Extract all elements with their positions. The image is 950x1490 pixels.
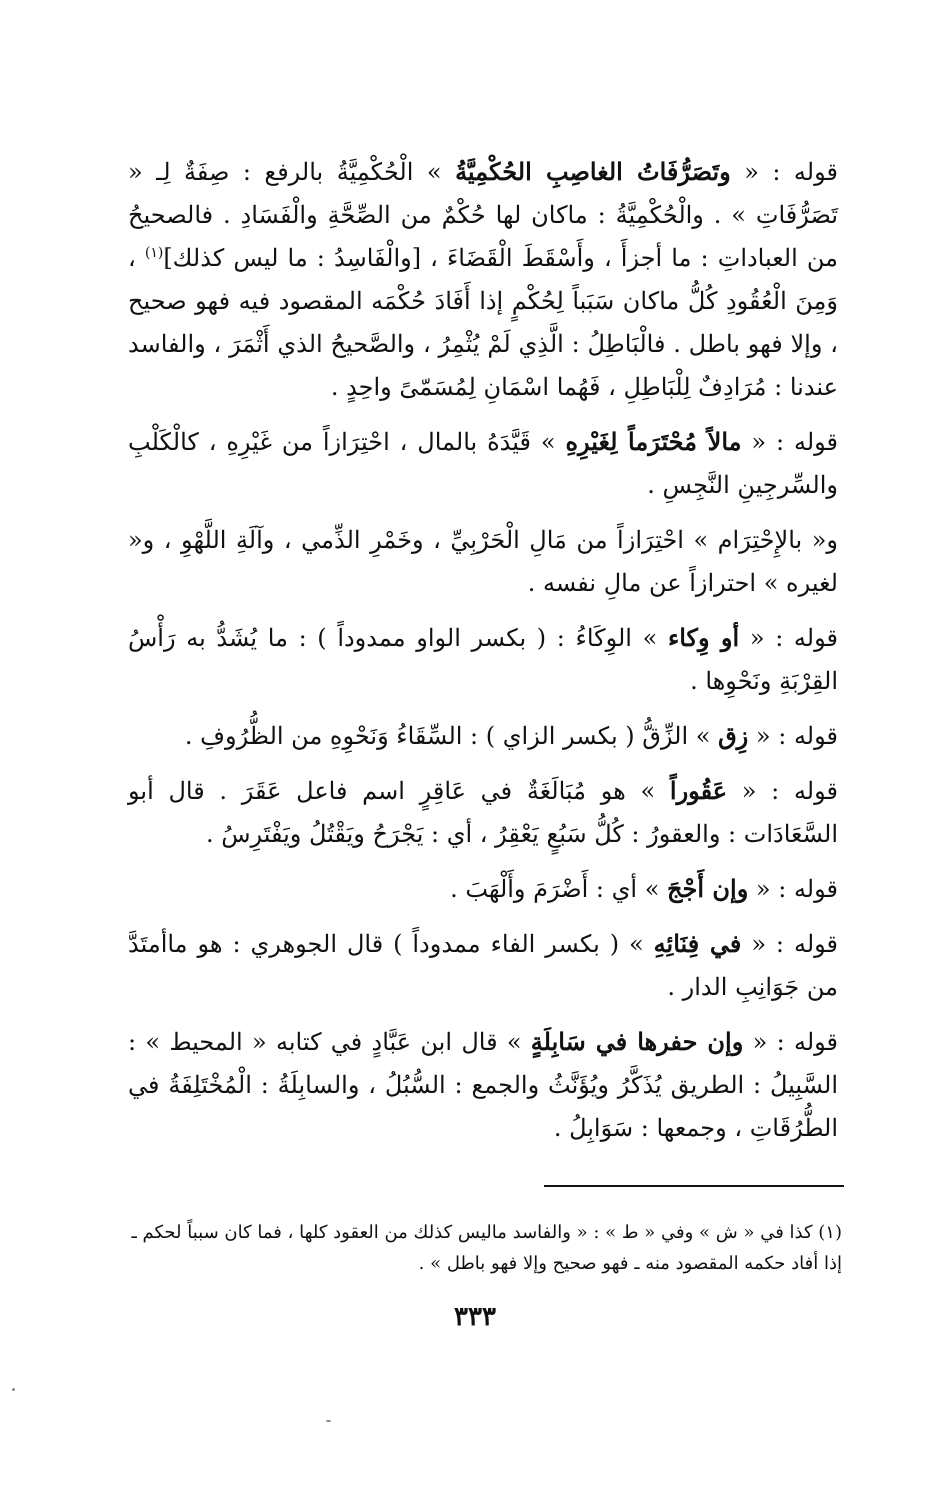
paragraph — [128, 420, 838, 507]
paragraph — [128, 769, 838, 856]
quoted-term: وإن أَجْجَ — [667, 874, 749, 903]
paragraph-text: » الزِّقُّ ( بكسر الزاي ) : السِّقَاءُ وَنَحْوِهِ من الظُّرُوفِ . — [184, 722, 719, 750]
paragraph-text: » الوِكَاءُ : ( بكسر الواو ممدوداً ) : ما يُشَدُّ به رَأْسُ القِرْبَةِ ونَحْوِها . — [128, 624, 838, 695]
quoted-term: وتَصَرُّفَاتُ الغاصِبِ الحُكْمِيَّةُ — [455, 157, 731, 186]
paragraph — [128, 922, 838, 1009]
paragraph — [128, 714, 838, 758]
main-text — [128, 150, 838, 1161]
quoted-term: أو وِكاء — [667, 623, 740, 652]
paragraph-lead: قوله : « — [748, 875, 838, 903]
paragraph-lead: قوله : « — [748, 722, 838, 750]
quoted-term: في فِنَائِهِ — [653, 929, 742, 958]
paragraph-text: » ( بكسر الفاء ممدوداً ) قال الجوهري : هو ماأمتَدَّ من جَوَانِبِ الدار . — [128, 930, 838, 1001]
paragraph-lead: قوله : « — [739, 624, 838, 652]
paragraph-lead: قوله : « — [730, 158, 838, 186]
paragraph-text: » أي : أَضْرَمَ وأَلْهَبَ . — [450, 875, 668, 903]
footnote-ref: (١) — [144, 245, 164, 261]
paragraph-lead: قوله : « — [743, 1028, 838, 1056]
paragraph-text: » هو مُبَالَغَةٌ في عَاقِرٍ اسم فاعل عَقَرَ . قال أبو السَّعَادَات : والعقورُ : كُلُّ سَبُعٍ يَعْقِرُ ، أي : يَجْرَحُ ويَقْتُلُ ويَفْتَرِسُ . — [128, 777, 838, 848]
paragraph-lead: قوله : « — [741, 930, 839, 958]
paragraph-text: » الْحُكْمِيَّةُ بالرفع : صِفَةٌ لِـ « تَصَرُّفَاتِ » . والْحُكْمِيَّةُ : ماكان لها حُكْمٌ من الصِّحَّةِ والْفَسَادِ . فالصحيحُ من العباداتِ : ما أجزأَ ، وأَسْقَطَ الْقَضَاءَ ، [والْفَاسِدُ : ما ليس كذلك] — [128, 158, 839, 272]
paragraph-text: » قَيَّدَهُ بالمال ، احْتِرَازاً من غَيْرِهِ ، كالْكَلْبِ والسِّرجِينِ النَّجِسِ . — [128, 428, 838, 499]
paragraph-lead: قوله : « — [741, 428, 839, 456]
paragraph-lead: قوله : « — [727, 777, 838, 805]
quoted-term: وإن حفرها في سَابِلَةٍ — [530, 1027, 744, 1056]
paragraph — [128, 867, 838, 911]
paragraph-text: ، وَمِنَ الْعُقُودِ كُلُّ ماكان سَبَباً لِحُكْمٍ إذا أَفَادَ حُكْمَه المقصود فيه فهو صحيح ، وإلا فهو باطل . فالْبَاطِلُ : الَّذِي لَمْ يُثْمِرُ ، والصَّحيحُ الذي أَثْمَرَ ، والفاسد عندنا : مُرَادِفٌ لِلْبَاطِلِ ، فَهُما اسْمَانِ لِمُسَمّىً واحِدٍ . — [128, 244, 838, 401]
quoted-term: عَقُوراً — [669, 776, 728, 805]
paragraph — [128, 1020, 838, 1150]
footnote-separator — [544, 1185, 844, 1187]
quoted-term: زِق — [718, 721, 749, 750]
paragraph-text: و« بالإِحْتِرَام » احْتِرَازاً من مَالِ الْحَرْبِيِّ ، وخَمْرِ الذِّمي ، وآلَةِ اللَّهْوِ ، و« لغيره » احترازاً عن مالِ نفسه . — [128, 526, 838, 597]
page-number: ٣٣٣ — [454, 1302, 496, 1332]
quoted-term: مالاً مُحْتَرَماً لِغَيْرِهِ — [565, 427, 742, 456]
paragraph — [128, 150, 838, 409]
scan-speck — [12, 1388, 15, 1391]
paragraph — [128, 616, 838, 703]
footnote: (١) كذا في « ش » وفي « ط » : « والفاسد ماليس كذلك من العقود كلها ، فما كان سبباً لحكم ـ إذا أفاد حكمه المقصود منه ـ فهو صحيح وإلا فهو باطل » . — [131, 1222, 842, 1274]
paragraph — [128, 518, 838, 605]
paragraph-text: » قال ابن عَبَّادٍ في كتابه « المحيط » : السَّبِيلُ : الطريق يُذَكَّرُ ويُؤَنَّثُ والجمع : السُّبُلُ ، والسابِلَةُ : الْمُخْتَلِفَةُ في الطُّرُقَاتِ ، وجمعها : سَوَابِلُ . — [128, 1028, 838, 1142]
scan-speck — [326, 1420, 331, 1422]
